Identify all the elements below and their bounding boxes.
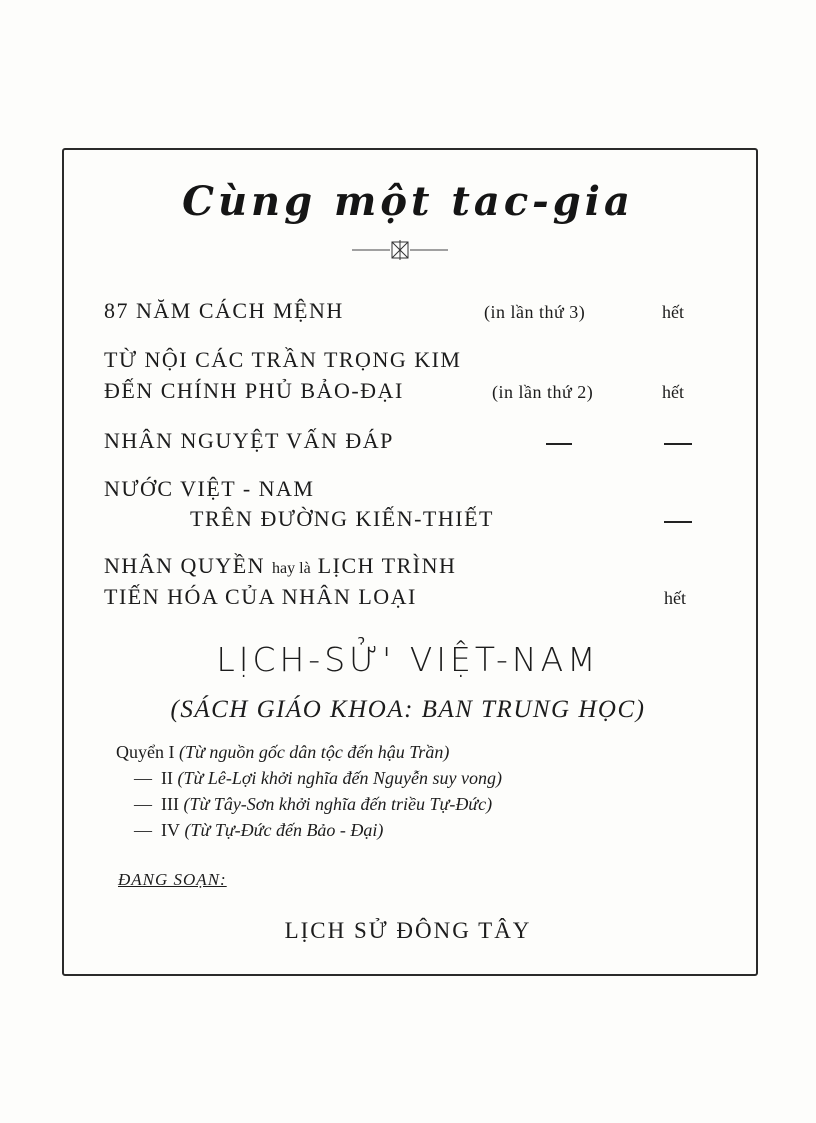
book-1-status: hết bbox=[662, 302, 684, 322]
book-3-title: NHÂN NGUYỆT VẤN ĐÁP bbox=[104, 428, 394, 453]
book-5-title-line1 bbox=[104, 553, 456, 579]
book-3-status-dash bbox=[664, 443, 692, 445]
volume-3-prefix: — bbox=[134, 794, 152, 814]
volume-4-number: IV bbox=[161, 820, 180, 840]
book-2-title-line1: TỪ NỘI CÁC TRẦN TRỌNG KIM bbox=[104, 347, 462, 372]
main-title: LỊCH-SỬ' VIỆT-NAM bbox=[216, 640, 600, 679]
book-5-status: hết bbox=[664, 588, 686, 608]
book-3-edition-dash bbox=[546, 443, 572, 445]
book-5-title-part-b: LỊCH TRÌNH bbox=[317, 553, 457, 578]
page-heading: Cùng một tac-gia bbox=[182, 178, 634, 225]
in-progress-title: LỊCH SỬ ĐÔNG TÂY bbox=[284, 918, 532, 943]
book-4-title-line2: TRÊN ĐƯỜNG KIẾN-THIẾT bbox=[190, 506, 494, 531]
volume-2-description: (Từ Lê-Lợi khởi nghĩa đến Nguyễn suy vong) bbox=[177, 768, 502, 788]
book-2-title-line2: ĐẾN CHÍNH PHỦ BẢO-ĐẠI bbox=[104, 378, 404, 403]
in-progress-label: ĐANG SOẠN: bbox=[118, 870, 227, 889]
book-4-title-line1: NƯỚC VIỆT - NAM bbox=[104, 476, 315, 501]
volume-3 bbox=[134, 794, 492, 815]
volume-1-prefix: Quyển bbox=[116, 742, 164, 762]
volume-2 bbox=[134, 768, 502, 789]
book-5-title-line2: TIẾN HÓA CỦA NHÂN LOẠI bbox=[104, 584, 417, 609]
volume-1-number: I bbox=[168, 742, 175, 762]
volume-1-description: (Từ nguồn gốc dân tộc đến hậu Trần) bbox=[179, 742, 450, 762]
volume-4-description: (Từ Tự-Đức đến Bảo - Đại) bbox=[184, 820, 384, 840]
book-1-title: 87 NĂM CÁCH MỆNH bbox=[104, 298, 344, 323]
book-5-title-connector: hay là bbox=[272, 560, 311, 577]
volume-2-prefix: — bbox=[134, 768, 152, 788]
volume-2-number: II bbox=[161, 768, 173, 788]
volume-3-number: III bbox=[161, 794, 179, 814]
ornament-divider bbox=[352, 240, 448, 260]
book-2-status: hết bbox=[662, 382, 684, 402]
book-1-edition: (in lần thứ 3) bbox=[484, 302, 586, 322]
volume-4-prefix: — bbox=[134, 820, 152, 840]
volume-1 bbox=[116, 742, 449, 763]
subtitle: (SÁCH GIÁO KHOA: BAN TRUNG HỌC) bbox=[170, 696, 646, 723]
volume-3-description: (Từ Tây-Sơn khởi nghĩa đến triều Tự-Đức) bbox=[183, 794, 493, 814]
book-2-edition: (in lần thứ 2) bbox=[492, 382, 594, 402]
book-4-status-dash bbox=[664, 521, 692, 523]
book-5-title-part-a: NHÂN QUYỀN bbox=[104, 553, 266, 578]
volume-4 bbox=[134, 820, 383, 841]
